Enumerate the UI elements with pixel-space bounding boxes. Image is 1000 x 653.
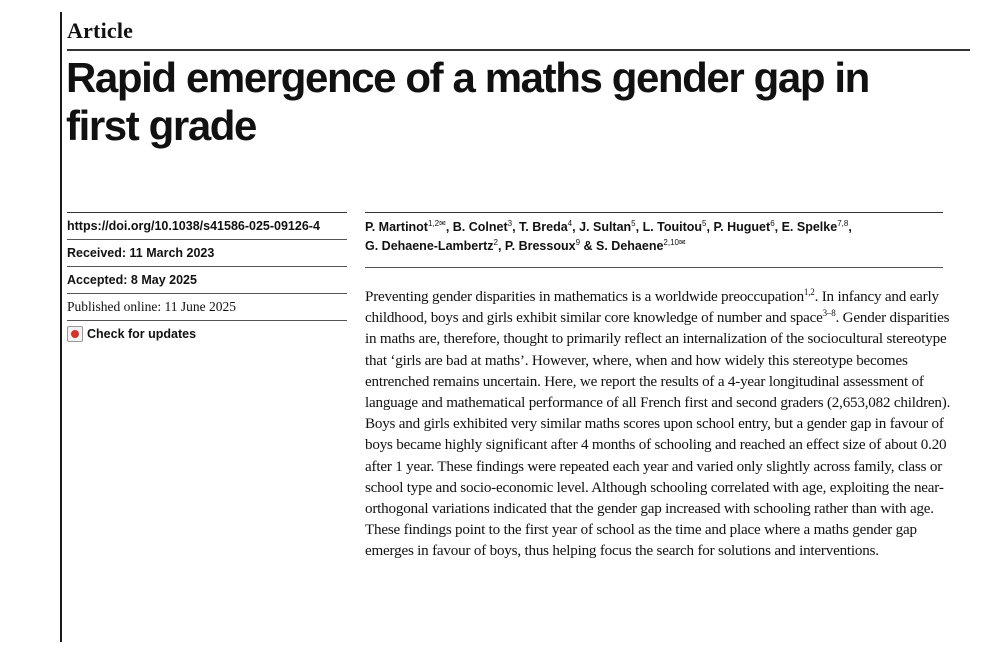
affiliation-marker: 3 bbox=[507, 219, 513, 228]
header-rule bbox=[67, 49, 970, 51]
abstract-text: . In infancy and early childhood, boys and girls exhibit similar core knowledge of number and space bbox=[365, 289, 939, 327]
citation-ref[interactable]: 1,2 bbox=[803, 287, 815, 297]
author-name[interactable]: P. Bressoux bbox=[504, 239, 576, 253]
article-title: Rapid emergence of a maths gender gap in first grade bbox=[66, 54, 869, 149]
affiliation-marker: 1,2 bbox=[427, 219, 440, 228]
author-list: P. Martinot$^{1,2✉}$, B. Colnet$^3$, T. Breda$^4$, J. Sultan$^5$, L. Touitou$^5$, P. Huguet$^6$, E. Spelke$^{7,8}$, G. Dehaene-Lambertz$^2$, P. Bressoux$^9$ & S. Dehaene$^{2,10✉}$ bbox=[365, 212, 943, 256]
abstract-text: Preventing gender disparities in mathematics is a worldwide preoccupation bbox=[365, 289, 804, 305]
received-date: Received: 11 March 2023 bbox=[67, 239, 347, 266]
author-name[interactable]: G. Dehaene-Lambertz bbox=[365, 239, 494, 253]
author-name[interactable]: J. Sultan bbox=[579, 220, 632, 234]
affiliation-marker: 7,8 bbox=[837, 219, 849, 228]
affiliation-marker: 5 bbox=[631, 219, 636, 228]
author-name[interactable]: T. Breda bbox=[519, 220, 568, 234]
author-name[interactable]: E. Spelke bbox=[781, 220, 838, 234]
affiliation-marker: 2,10 bbox=[663, 238, 679, 247]
check-for-updates-label: Check for updates bbox=[87, 327, 197, 341]
affiliation-marker: 4 bbox=[567, 219, 573, 228]
published-date: Published online: 11 June 2025 bbox=[67, 293, 347, 320]
affiliation-marker: 2 bbox=[493, 238, 498, 247]
check-for-updates-icon bbox=[67, 326, 83, 342]
email-icon[interactable]: ✉ bbox=[678, 238, 686, 247]
citation-ref[interactable]: 3–8 bbox=[822, 308, 836, 319]
affiliation-marker: 6 bbox=[770, 219, 775, 228]
article-type-label: Article bbox=[67, 18, 134, 43]
author-name[interactable]: P. Huguet bbox=[713, 220, 771, 234]
abstract-text: . Gender disparities in maths are, therefore, thought to primarily reflect an internalization of the sociocultural stereotype that ‘girls are bad at maths’. However, where, when and how widely this stereotype becomes entrenched remains uncertain. Here, we report the results of a 4-year longitudinal assessment of language and mathematical performance of all French first and second graders (2,653,082 children). Boys and girls exhibited very similar maths scores upon school entry, but a gender gap in favour of boys became highly significant after 4 months of schooling and reached an effect size of about 0.20 after 1 year. These findings were repeated each year and varied only slightly across family, class or school type and socio-economic level. Although schooling correlated with age, exploiting the near-orthogonal variations indicated that the gender gap increased with schooling rather than with age. These findings point to the first year of school as the time and place where a maths gender gap emerges in favour of boys, thus helping focus the search for solutions and interventions. bbox=[365, 310, 951, 560]
check-for-updates-button[interactable] bbox=[67, 320, 347, 347]
article-metadata bbox=[67, 212, 347, 347]
authors-rule bbox=[365, 267, 943, 268]
affiliation-marker: 5 bbox=[702, 219, 707, 228]
author-name[interactable]: L. Touitou bbox=[642, 220, 703, 234]
author-name[interactable]: P. Martinot bbox=[365, 220, 428, 234]
accepted-date: Accepted: 8 May 2025 bbox=[67, 266, 347, 293]
affiliation-marker: 9 bbox=[575, 238, 581, 247]
doi-link[interactable]: https://doi.org/10.1038/s41586-025-09126-4 bbox=[67, 212, 347, 239]
abstract bbox=[365, 287, 955, 563]
author-name[interactable]: S. Dehaene bbox=[596, 239, 664, 253]
left-margin-rule bbox=[60, 12, 62, 642]
email-icon[interactable]: ✉ bbox=[439, 219, 446, 228]
author-name[interactable]: B. Colnet bbox=[452, 220, 508, 234]
